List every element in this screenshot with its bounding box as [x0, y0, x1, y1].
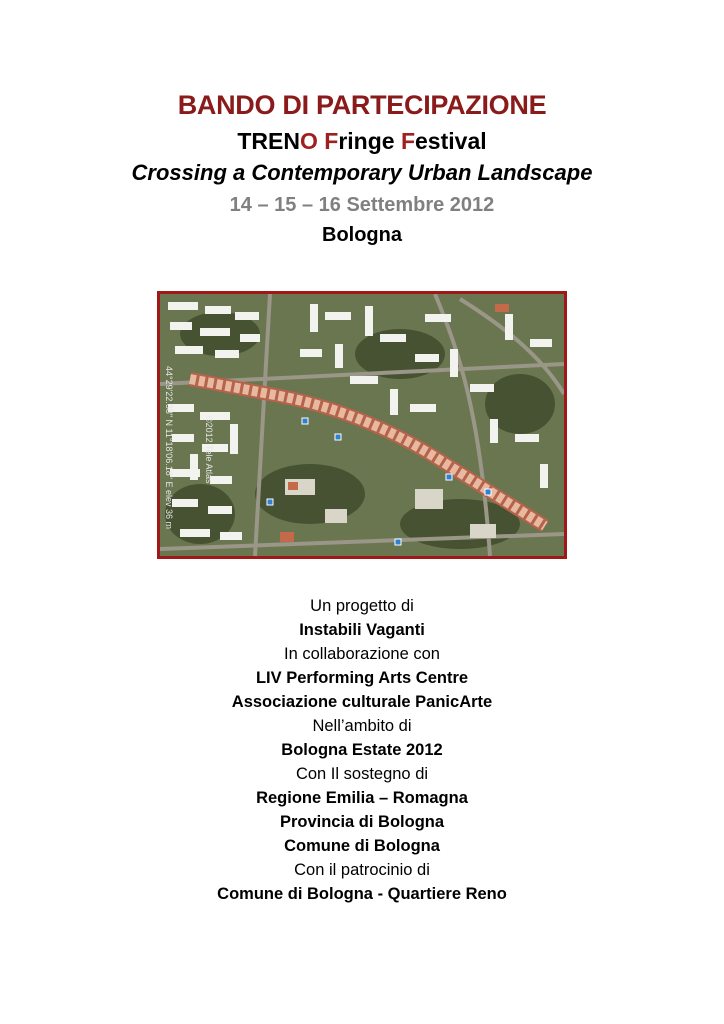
- credit-organization: Associazione culturale PanicArte: [231, 693, 493, 711]
- credit-organization: Instabili Vaganti: [299, 621, 425, 639]
- map-coordinates: 44°29'22.38" N 11°18'06.18" E elev 36 m: [164, 366, 174, 529]
- festival-city: Bologna: [322, 224, 402, 246]
- festival-name: [0, 126, 724, 156]
- credit-organization: Regione Emilia – Romagna: [256, 789, 468, 807]
- festival-dates: 14 – 15 – 16 Settembre 2012: [229, 194, 495, 216]
- credit-organization: Provincia di Bologna: [279, 813, 445, 831]
- credit-label: Un progetto di: [310, 597, 414, 615]
- festival-part-highlight: F: [324, 128, 339, 154]
- credit-label: Nell’ambito di: [312, 717, 412, 735]
- festival-part-highlight: O: [299, 128, 318, 154]
- festival-part-highlight: F: [400, 128, 416, 154]
- credit-organization: Bologna Estate 2012: [281, 741, 443, 759]
- credit-label: Con Il sostegno di: [295, 765, 429, 783]
- festival-part: TREN: [237, 128, 300, 154]
- aerial-map-image: [157, 291, 567, 559]
- aerial-map-graphic: [160, 294, 564, 556]
- festival-part: ringe: [338, 128, 401, 154]
- header: [0, 88, 724, 250]
- credit-organization: Comune di Bologna - Quartiere Reno: [217, 885, 507, 903]
- festival-subtitle: Crossing a Contemporary Urban Landscape: [131, 160, 593, 185]
- credit-label: In collaborazione con: [284, 645, 440, 663]
- credit-organization: Comune di Bologna: [284, 837, 440, 855]
- page-title: BANDO DI PARTECIPAZIONE: [177, 90, 547, 120]
- credit-organization: LIV Performing Arts Centre: [255, 669, 469, 687]
- credits-list: [0, 594, 724, 906]
- credit-label: Con il patrocinio di: [294, 861, 430, 879]
- festival-part: estival: [415, 128, 487, 154]
- map-watermark: ©2012 Tele Atlas: [204, 416, 214, 484]
